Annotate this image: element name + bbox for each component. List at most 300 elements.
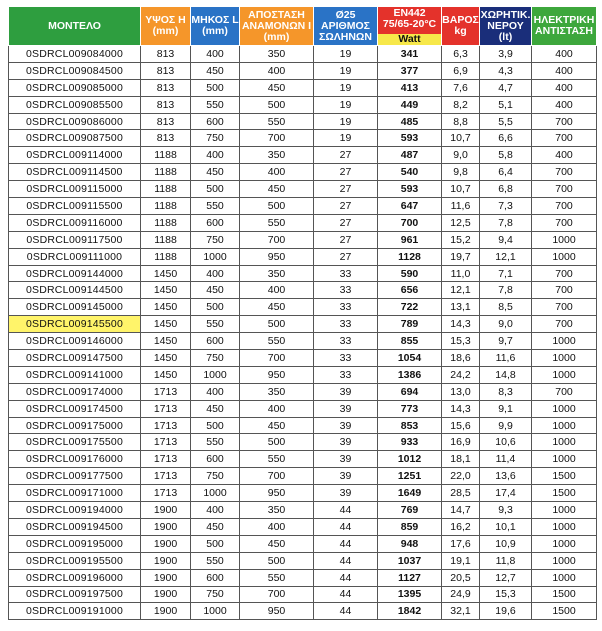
cell-height: 813 bbox=[141, 113, 191, 130]
cell-water: 7,1 bbox=[480, 265, 532, 282]
cell-heater: 1000 bbox=[532, 350, 597, 367]
cell-weight: 32,1 bbox=[442, 603, 480, 620]
cell-height: 1450 bbox=[141, 265, 191, 282]
cell-length: 450 bbox=[191, 62, 240, 79]
cell-heater: 1500 bbox=[532, 485, 597, 502]
cell-water: 6,4 bbox=[480, 164, 532, 181]
cell-model: 0SDRCL009115000 bbox=[9, 181, 141, 198]
cell-height: 1450 bbox=[141, 316, 191, 333]
cell-tubes: 44 bbox=[314, 569, 378, 586]
cell-watt: 961 bbox=[378, 231, 442, 248]
cell-length: 600 bbox=[191, 113, 240, 130]
cell-length: 1000 bbox=[191, 485, 240, 502]
cell-heater: 700 bbox=[532, 164, 597, 181]
cell-spacing: 400 bbox=[240, 164, 314, 181]
cell-height: 813 bbox=[141, 130, 191, 147]
cell-watt: 449 bbox=[378, 96, 442, 113]
cell-spacing: 400 bbox=[240, 400, 314, 417]
table-row bbox=[9, 451, 597, 468]
cell-spacing: 700 bbox=[240, 350, 314, 367]
table-row bbox=[9, 400, 597, 417]
cell-model: 0SDRCL009116000 bbox=[9, 214, 141, 231]
table-row bbox=[9, 569, 597, 586]
cell-height: 1713 bbox=[141, 434, 191, 451]
cell-watt: 933 bbox=[378, 434, 442, 451]
cell-tubes: 39 bbox=[314, 485, 378, 502]
cell-water: 4,7 bbox=[480, 79, 532, 96]
cell-weight: 14,7 bbox=[442, 502, 480, 519]
cell-weight: 6,9 bbox=[442, 62, 480, 79]
cell-weight: 6,3 bbox=[442, 46, 480, 63]
cell-model: 0SDRCL009114000 bbox=[9, 147, 141, 164]
cell-height: 1450 bbox=[141, 299, 191, 316]
cell-weight: 10,7 bbox=[442, 130, 480, 147]
cell-spacing: 400 bbox=[240, 282, 314, 299]
cell-water: 12,7 bbox=[480, 569, 532, 586]
cell-watt: 1251 bbox=[378, 468, 442, 485]
cell-water: 10,9 bbox=[480, 535, 532, 552]
cell-heater: 400 bbox=[532, 62, 597, 79]
cell-water: 5,8 bbox=[480, 147, 532, 164]
cell-spacing: 550 bbox=[240, 214, 314, 231]
cell-tubes: 33 bbox=[314, 366, 378, 383]
cell-height: 1713 bbox=[141, 485, 191, 502]
cell-length: 400 bbox=[191, 502, 240, 519]
cell-length: 500 bbox=[191, 417, 240, 434]
cell-tubes: 39 bbox=[314, 417, 378, 434]
radiator-spec-table bbox=[8, 6, 597, 620]
cell-heater: 1000 bbox=[532, 366, 597, 383]
cell-height: 1450 bbox=[141, 333, 191, 350]
cell-water: 9,1 bbox=[480, 400, 532, 417]
cell-spacing: 450 bbox=[240, 299, 314, 316]
cell-weight: 18,1 bbox=[442, 451, 480, 468]
cell-length: 450 bbox=[191, 164, 240, 181]
cell-length: 500 bbox=[191, 299, 240, 316]
cell-weight: 12,5 bbox=[442, 214, 480, 231]
cell-tubes: 27 bbox=[314, 147, 378, 164]
cell-heater: 700 bbox=[532, 282, 597, 299]
cell-water: 17,4 bbox=[480, 485, 532, 502]
cell-height: 813 bbox=[141, 79, 191, 96]
cell-model: 0SDRCL009175500 bbox=[9, 434, 141, 451]
cell-watt: 700 bbox=[378, 214, 442, 231]
cell-height: 1900 bbox=[141, 552, 191, 569]
cell-watt: 647 bbox=[378, 198, 442, 215]
cell-watt: 540 bbox=[378, 164, 442, 181]
cell-tubes: 39 bbox=[314, 468, 378, 485]
cell-heater: 400 bbox=[532, 147, 597, 164]
cell-height: 1188 bbox=[141, 147, 191, 164]
table-row bbox=[9, 113, 597, 130]
cell-tubes: 39 bbox=[314, 383, 378, 400]
cell-watt: 722 bbox=[378, 299, 442, 316]
cell-heater: 1000 bbox=[532, 518, 597, 535]
cell-watt: 1649 bbox=[378, 485, 442, 502]
cell-length: 750 bbox=[191, 231, 240, 248]
cell-height: 1900 bbox=[141, 518, 191, 535]
table-row bbox=[9, 130, 597, 147]
cell-heater: 1000 bbox=[532, 333, 597, 350]
cell-length: 600 bbox=[191, 569, 240, 586]
cell-tubes: 39 bbox=[314, 434, 378, 451]
cell-tubes: 33 bbox=[314, 316, 378, 333]
cell-height: 1188 bbox=[141, 248, 191, 265]
cell-length: 500 bbox=[191, 79, 240, 96]
cell-tubes: 27 bbox=[314, 231, 378, 248]
cell-weight: 16,2 bbox=[442, 518, 480, 535]
cell-model: 0SDRCL009141000 bbox=[9, 366, 141, 383]
table-row bbox=[9, 231, 597, 248]
cell-spacing: 500 bbox=[240, 552, 314, 569]
cell-watt: 377 bbox=[378, 62, 442, 79]
cell-weight: 24,2 bbox=[442, 366, 480, 383]
cell-height: 1713 bbox=[141, 383, 191, 400]
table-row bbox=[9, 417, 597, 434]
cell-water: 11,4 bbox=[480, 451, 532, 468]
cell-tubes: 44 bbox=[314, 552, 378, 569]
cell-tubes: 33 bbox=[314, 265, 378, 282]
cell-heater: 400 bbox=[532, 96, 597, 113]
cell-spacing: 450 bbox=[240, 181, 314, 198]
header-height: ΥΨΟΣ H (mm) bbox=[141, 7, 191, 46]
cell-spacing: 700 bbox=[240, 130, 314, 147]
cell-length: 550 bbox=[191, 316, 240, 333]
cell-height: 813 bbox=[141, 96, 191, 113]
cell-heater: 1500 bbox=[532, 586, 597, 603]
cell-model: 0SDRCL009085000 bbox=[9, 79, 141, 96]
cell-spacing: 450 bbox=[240, 417, 314, 434]
cell-water: 15,3 bbox=[480, 586, 532, 603]
cell-watt: 853 bbox=[378, 417, 442, 434]
cell-water: 7,8 bbox=[480, 214, 532, 231]
cell-watt: 590 bbox=[378, 265, 442, 282]
cell-spacing: 400 bbox=[240, 62, 314, 79]
cell-watt: 1128 bbox=[378, 248, 442, 265]
cell-heater: 700 bbox=[532, 316, 597, 333]
cell-tubes: 19 bbox=[314, 130, 378, 147]
cell-length: 450 bbox=[191, 400, 240, 417]
cell-heater: 1000 bbox=[532, 552, 597, 569]
cell-spacing: 350 bbox=[240, 265, 314, 282]
cell-heater: 1000 bbox=[532, 434, 597, 451]
table-row bbox=[9, 316, 597, 333]
table-row bbox=[9, 265, 597, 282]
cell-heater: 1000 bbox=[532, 569, 597, 586]
cell-length: 550 bbox=[191, 96, 240, 113]
cell-spacing: 550 bbox=[240, 113, 314, 130]
header-row bbox=[9, 7, 597, 46]
cell-height: 1713 bbox=[141, 417, 191, 434]
cell-spacing: 950 bbox=[240, 248, 314, 265]
cell-length: 750 bbox=[191, 350, 240, 367]
cell-model: 0SDRCL009085500 bbox=[9, 96, 141, 113]
table-row bbox=[9, 164, 597, 181]
cell-watt: 694 bbox=[378, 383, 442, 400]
cell-weight: 14,3 bbox=[442, 400, 480, 417]
cell-watt: 593 bbox=[378, 181, 442, 198]
cell-heater: 1000 bbox=[532, 248, 597, 265]
cell-water: 8,5 bbox=[480, 299, 532, 316]
table-row bbox=[9, 282, 597, 299]
cell-length: 550 bbox=[191, 552, 240, 569]
cell-height: 1713 bbox=[141, 400, 191, 417]
cell-model: 0SDRCL009174000 bbox=[9, 383, 141, 400]
cell-model: 0SDRCL009145500 bbox=[9, 316, 141, 333]
cell-length: 400 bbox=[191, 46, 240, 63]
table-row bbox=[9, 96, 597, 113]
cell-water: 5,1 bbox=[480, 96, 532, 113]
cell-height: 1713 bbox=[141, 451, 191, 468]
table-row bbox=[9, 366, 597, 383]
cell-height: 1188 bbox=[141, 181, 191, 198]
header-en442 bbox=[378, 7, 442, 46]
cell-watt: 485 bbox=[378, 113, 442, 130]
header-weight: ΒΑΡΟΣ kg bbox=[442, 7, 480, 46]
cell-height: 1450 bbox=[141, 366, 191, 383]
cell-spacing: 450 bbox=[240, 79, 314, 96]
cell-water: 5,5 bbox=[480, 113, 532, 130]
cell-weight: 13,1 bbox=[442, 299, 480, 316]
table-row bbox=[9, 350, 597, 367]
cell-water: 11,8 bbox=[480, 552, 532, 569]
cell-heater: 1000 bbox=[532, 231, 597, 248]
cell-weight: 14,3 bbox=[442, 316, 480, 333]
header-en442-unit: Watt bbox=[378, 34, 441, 45]
cell-weight: 18,6 bbox=[442, 350, 480, 367]
table-row bbox=[9, 62, 597, 79]
cell-heater: 1000 bbox=[532, 400, 597, 417]
cell-weight: 13,0 bbox=[442, 383, 480, 400]
cell-length: 600 bbox=[191, 451, 240, 468]
cell-water: 14,8 bbox=[480, 366, 532, 383]
cell-model: 0SDRCL009084500 bbox=[9, 62, 141, 79]
cell-length: 400 bbox=[191, 383, 240, 400]
cell-watt: 1127 bbox=[378, 569, 442, 586]
cell-watt: 487 bbox=[378, 147, 442, 164]
cell-model: 0SDRCL009146000 bbox=[9, 333, 141, 350]
cell-watt: 769 bbox=[378, 502, 442, 519]
cell-spacing: 700 bbox=[240, 468, 314, 485]
cell-water: 8,3 bbox=[480, 383, 532, 400]
cell-spacing: 950 bbox=[240, 366, 314, 383]
cell-model: 0SDRCL009195000 bbox=[9, 535, 141, 552]
cell-tubes: 27 bbox=[314, 198, 378, 215]
cell-model: 0SDRCL009086000 bbox=[9, 113, 141, 130]
cell-water: 9,7 bbox=[480, 333, 532, 350]
header-model: ΜΟΝΤΕΛΟ bbox=[9, 7, 141, 46]
cell-weight: 7,6 bbox=[442, 79, 480, 96]
cell-spacing: 550 bbox=[240, 333, 314, 350]
header-length: ΜΗΚΟΣ L (mm) bbox=[191, 7, 240, 46]
cell-spacing: 950 bbox=[240, 603, 314, 620]
cell-spacing: 500 bbox=[240, 316, 314, 333]
cell-height: 1188 bbox=[141, 231, 191, 248]
cell-tubes: 27 bbox=[314, 181, 378, 198]
cell-weight: 22,0 bbox=[442, 468, 480, 485]
cell-model: 0SDRCL009114500 bbox=[9, 164, 141, 181]
cell-heater: 1000 bbox=[532, 502, 597, 519]
cell-spacing: 500 bbox=[240, 434, 314, 451]
cell-model: 0SDRCL009145000 bbox=[9, 299, 141, 316]
cell-tubes: 44 bbox=[314, 535, 378, 552]
cell-model: 0SDRCL009176000 bbox=[9, 451, 141, 468]
table-row bbox=[9, 181, 597, 198]
cell-height: 1188 bbox=[141, 214, 191, 231]
cell-heater: 1000 bbox=[532, 417, 597, 434]
cell-watt: 1842 bbox=[378, 603, 442, 620]
cell-length: 500 bbox=[191, 181, 240, 198]
cell-weight: 19,7 bbox=[442, 248, 480, 265]
cell-water: 6,8 bbox=[480, 181, 532, 198]
cell-tubes: 27 bbox=[314, 164, 378, 181]
cell-model: 0SDRCL009171000 bbox=[9, 485, 141, 502]
cell-weight: 24,9 bbox=[442, 586, 480, 603]
cell-weight: 15,6 bbox=[442, 417, 480, 434]
cell-heater: 1000 bbox=[532, 535, 597, 552]
cell-heater: 1500 bbox=[532, 603, 597, 620]
cell-water: 19,6 bbox=[480, 603, 532, 620]
cell-spacing: 500 bbox=[240, 96, 314, 113]
cell-length: 450 bbox=[191, 518, 240, 535]
cell-heater: 700 bbox=[532, 181, 597, 198]
cell-heater: 400 bbox=[532, 79, 597, 96]
cell-spacing: 550 bbox=[240, 451, 314, 468]
cell-tubes: 19 bbox=[314, 96, 378, 113]
cell-watt: 413 bbox=[378, 79, 442, 96]
cell-height: 1713 bbox=[141, 468, 191, 485]
cell-weight: 28,5 bbox=[442, 485, 480, 502]
cell-height: 813 bbox=[141, 46, 191, 63]
cell-tubes: 33 bbox=[314, 299, 378, 316]
cell-spacing: 700 bbox=[240, 231, 314, 248]
cell-watt: 1054 bbox=[378, 350, 442, 367]
cell-tubes: 33 bbox=[314, 282, 378, 299]
table-row bbox=[9, 79, 597, 96]
cell-spacing: 400 bbox=[240, 518, 314, 535]
table-row bbox=[9, 518, 597, 535]
cell-watt: 948 bbox=[378, 535, 442, 552]
cell-spacing: 450 bbox=[240, 535, 314, 552]
cell-spacing: 350 bbox=[240, 502, 314, 519]
cell-heater: 1500 bbox=[532, 468, 597, 485]
cell-model: 0SDRCL009117500 bbox=[9, 231, 141, 248]
cell-water: 9,3 bbox=[480, 502, 532, 519]
cell-water: 7,8 bbox=[480, 282, 532, 299]
cell-water: 3,9 bbox=[480, 46, 532, 63]
cell-length: 600 bbox=[191, 333, 240, 350]
cell-water: 10,1 bbox=[480, 518, 532, 535]
cell-height: 1188 bbox=[141, 198, 191, 215]
cell-weight: 9,8 bbox=[442, 164, 480, 181]
cell-length: 750 bbox=[191, 468, 240, 485]
cell-spacing: 500 bbox=[240, 198, 314, 215]
table-row bbox=[9, 434, 597, 451]
table-row bbox=[9, 147, 597, 164]
cell-spacing: 550 bbox=[240, 569, 314, 586]
cell-watt: 593 bbox=[378, 130, 442, 147]
cell-length: 500 bbox=[191, 535, 240, 552]
cell-tubes: 19 bbox=[314, 113, 378, 130]
cell-heater: 700 bbox=[532, 198, 597, 215]
cell-height: 1450 bbox=[141, 350, 191, 367]
header-water: ΧΩΡΗΤΙΚ. ΝΕΡΟΥ (lt) bbox=[480, 7, 532, 46]
table-row bbox=[9, 485, 597, 502]
cell-water: 12,1 bbox=[480, 248, 532, 265]
cell-model: 0SDRCL009115500 bbox=[9, 198, 141, 215]
cell-water: 9,9 bbox=[480, 417, 532, 434]
table-row bbox=[9, 586, 597, 603]
table-row bbox=[9, 535, 597, 552]
table-row bbox=[9, 502, 597, 519]
cell-watt: 341 bbox=[378, 46, 442, 63]
cell-heater: 1000 bbox=[532, 451, 597, 468]
cell-weight: 12,1 bbox=[442, 282, 480, 299]
cell-heater: 700 bbox=[532, 265, 597, 282]
cell-model: 0SDRCL009194500 bbox=[9, 518, 141, 535]
cell-spacing: 350 bbox=[240, 147, 314, 164]
cell-model: 0SDRCL009175000 bbox=[9, 417, 141, 434]
cell-weight: 11,6 bbox=[442, 198, 480, 215]
cell-tubes: 39 bbox=[314, 451, 378, 468]
cell-heater: 700 bbox=[532, 383, 597, 400]
table-row bbox=[9, 248, 597, 265]
cell-length: 1000 bbox=[191, 603, 240, 620]
cell-model: 0SDRCL009197500 bbox=[9, 586, 141, 603]
cell-heater: 400 bbox=[532, 46, 597, 63]
cell-length: 550 bbox=[191, 198, 240, 215]
cell-tubes: 19 bbox=[314, 79, 378, 96]
table-row bbox=[9, 333, 597, 350]
cell-water: 13,6 bbox=[480, 468, 532, 485]
cell-height: 1900 bbox=[141, 569, 191, 586]
cell-weight: 17,6 bbox=[442, 535, 480, 552]
cell-watt: 656 bbox=[378, 282, 442, 299]
cell-tubes: 39 bbox=[314, 400, 378, 417]
cell-model: 0SDRCL009191000 bbox=[9, 603, 141, 620]
cell-tubes: 33 bbox=[314, 333, 378, 350]
cell-watt: 773 bbox=[378, 400, 442, 417]
cell-water: 11,6 bbox=[480, 350, 532, 367]
cell-weight: 19,1 bbox=[442, 552, 480, 569]
cell-weight: 11,0 bbox=[442, 265, 480, 282]
cell-model: 0SDRCL009087500 bbox=[9, 130, 141, 147]
cell-water: 10,6 bbox=[480, 434, 532, 451]
cell-model: 0SDRCL009147500 bbox=[9, 350, 141, 367]
table-row bbox=[9, 603, 597, 620]
cell-weight: 8,8 bbox=[442, 113, 480, 130]
cell-length: 750 bbox=[191, 130, 240, 147]
cell-weight: 15,3 bbox=[442, 333, 480, 350]
table-body bbox=[9, 46, 597, 620]
cell-weight: 20,5 bbox=[442, 569, 480, 586]
cell-length: 1000 bbox=[191, 366, 240, 383]
cell-height: 1188 bbox=[141, 164, 191, 181]
cell-heater: 700 bbox=[532, 130, 597, 147]
cell-model: 0SDRCL009195500 bbox=[9, 552, 141, 569]
table-row bbox=[9, 299, 597, 316]
cell-tubes: 44 bbox=[314, 586, 378, 603]
cell-weight: 10,7 bbox=[442, 181, 480, 198]
cell-spacing: 350 bbox=[240, 383, 314, 400]
header-tubes: Ø25 ΑΡΙΘΜΟΣ ΣΩΛΗΝΩΝ bbox=[314, 7, 378, 46]
cell-length: 750 bbox=[191, 586, 240, 603]
cell-weight: 9,0 bbox=[442, 147, 480, 164]
header-spacing: ΑΠΟΣΤΑΣΗ ΑΝΑΜΟΝΩΝ I (mm) bbox=[240, 7, 314, 46]
cell-water: 9,0 bbox=[480, 316, 532, 333]
cell-length: 1000 bbox=[191, 248, 240, 265]
cell-watt: 789 bbox=[378, 316, 442, 333]
